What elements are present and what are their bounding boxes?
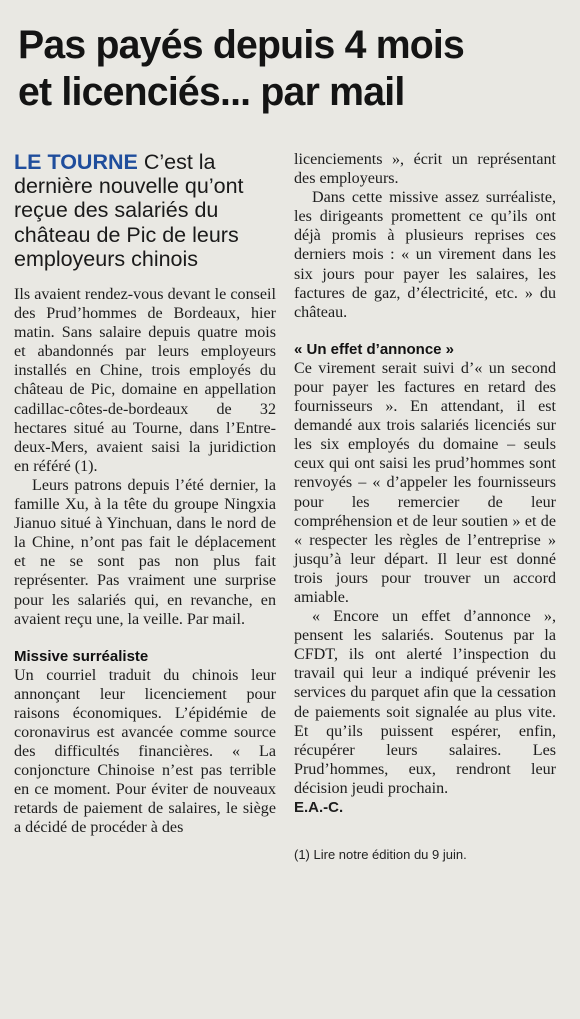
author-signature: E.A.-C. xyxy=(294,799,344,816)
dateline-kicker: LE TOURNE xyxy=(14,150,138,174)
body-paragraph: Ce virement serait suivi d’« un second pour payer les factures en retard des fournisseurs ». En attendant, il est demandé aux trois salariés licenciés sur les six employés du domaine – seuls ceux qui ont saisi les prud’hommes sont renvoyés – « d’appeler les fournisseurs pour les remercier de leur compréhension et de leur soutien » et de « respecter les règles de l’entreprise » jusqu’à leur départ. Il leur est donné trois jours pour trouver un accord amiable. xyxy=(294,359,556,606)
body-paragraph: Leurs patrons depuis l’été dernier, la famille Xu, à la tête du groupe Ningxia Jianuo situé à Yinchuan, dans le nord de la Chine, n’ont pas fait le déplacement et ne se sont pas non plus fait représenter. Pas vraiment une surprise pour les salariés qui, en revanche, en avaient reçu une, la veille. Par mail. xyxy=(14,476,276,628)
lead-text: C’est la dernière nouvelle qu’ont reçue des salariés du château de Pic de leurs employeurs chinois xyxy=(14,150,244,271)
subheading: « Un effet d’annonce » xyxy=(294,340,455,358)
body-paragraph: « Encore un effet d’annonce », pensent les salariés. Soutenus par la CFDT, ils ont alerté l’inspection du travail qui leur a indiqué prévenir les services du parquet afin que la cessation de paiements soit signalée au plus vite. Et qu’ils puissent espérer, enfin, récupérer leurs salaires. Les Prud’hommes, eux, rendront leur décision jeudi prochain. xyxy=(294,608,556,797)
subheading: Missive surréaliste xyxy=(14,647,149,665)
body-paragraph: licenciements », écrit un représentant des employeurs. xyxy=(294,151,556,188)
column-left xyxy=(14,150,276,838)
column-right xyxy=(294,150,556,863)
footnote: (1) Lire notre édition du 9 juin. xyxy=(294,847,467,862)
body-paragraph: Dans cette missive assez surréaliste, les dirigeants promettent ce qu’ils ont déjà promis à plusieurs reprises ces derniers mois : « un virement dans les six jours pour payer les salaires, les factures de gaz, d’électricité, etc. » du château. xyxy=(294,189,556,321)
lead-paragraph xyxy=(14,150,276,271)
body-paragraph: Ils avaient rendez-vous devant le conseil des Prud’hommes de Bordeaux, hier matin. Sans salaire depuis quatre mois et abandonnés par leurs employeurs installés en Chine, trois employés du château de Pic, domaine en appellation cadillac-côtes-de-bordeaux de 32 hectares situé au Tourne, dans l’Entre-deux-Mers, avaient saisi la juridiction en référé (1). xyxy=(14,286,276,475)
headline xyxy=(18,22,555,116)
headline-line-1: Pas payés depuis 4 mois xyxy=(18,23,465,67)
headline-line-2: et licenciés... par mail xyxy=(18,70,405,114)
body-paragraph: Un courriel traduit du chinois leur annonçant leur licenciement pour raisons économiques. L’épidémie de coronavirus est avancée comme source des difficultés financières. « La conjoncture Chinoise n’est pas terrible en ce moment. Pour éviter de nouveaux retards de paiement de salaires, le siège a décidé de procéder à des xyxy=(14,666,276,837)
